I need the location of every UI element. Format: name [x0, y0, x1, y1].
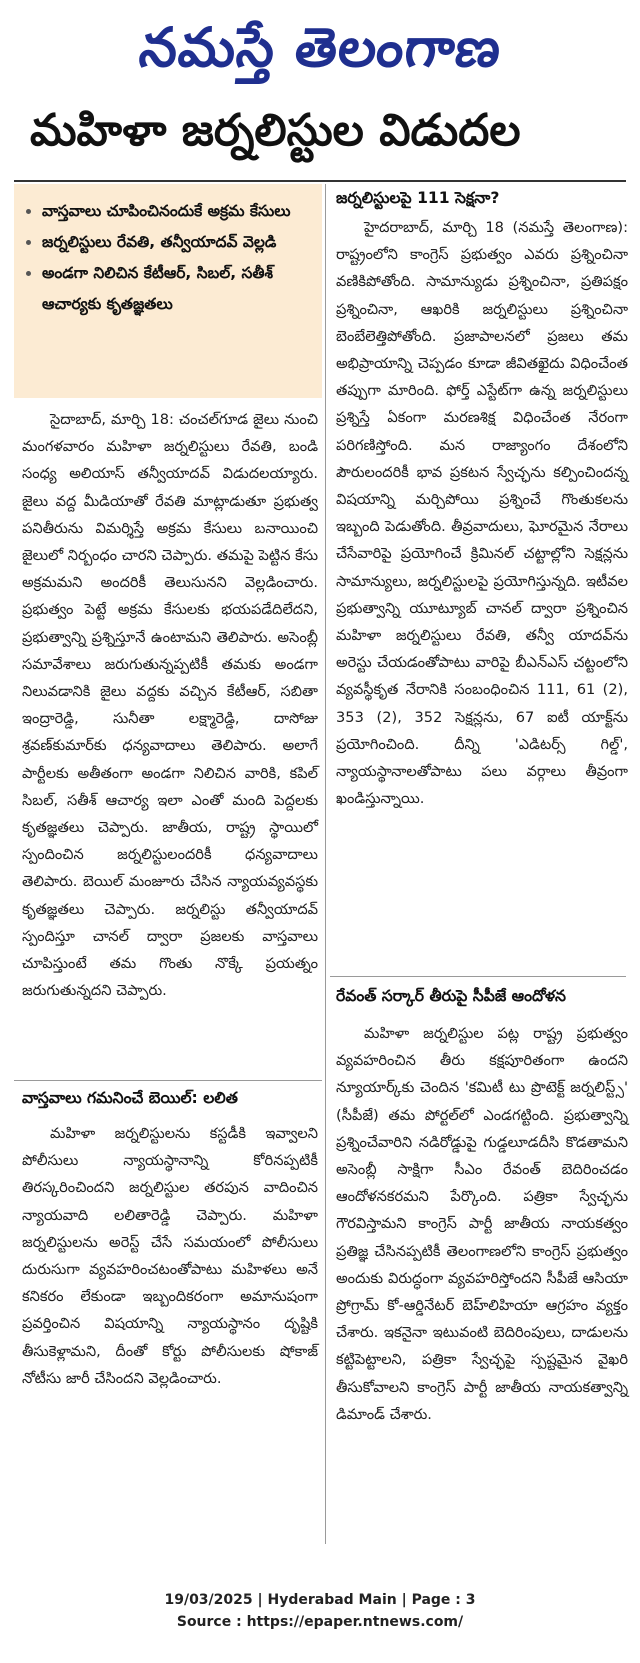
highlight-item: • జర్నలిస్టులు రేవతి, తన్వీయాదవ్ వెల్లడి: [42, 227, 312, 258]
bail-story: [22, 1120, 318, 1392]
cpj-story-text: మహిళా జర్నలిస్టుల పట్ల రాష్ట్ర ప్రభుత్వం వ్యవహరించిన తీరు కక్షపూరితంగా ఉందని న్యూయార్క్‌కు చెందిన 'కమిటీ టు ప్రొటెక్ట్ జర్నలిస్ట్స్' (సీపీజే) తమ పోర్టల్‌లో ఎండగట్టింది. ప్రభుత్వాన్ని ప్రశ్నించేవారిని నడిరోడ్డుపై గుడ్డలూడదీసి కొడతామని అసెంబ్లీ సాక్షిగా సీఎం రేవంత్ బెదిరించడం ఆందోళనకరమని పేర్కొంది. పత్రికా స్వేచ్ఛను గౌరవిస్తామని కాంగ్రెస్ పార్టీ జాతీయ నాయకత్వం ప్రతిజ్ఞ చేసినప్పటికీ తెలంగాణలోని కాంగ్రెస్ ప్రభుత్వం అందుకు విరుద్ధంగా వ్యవహరిస్తోందని సీపీజే ఆసియా ప్రోగ్రామ్ కో-ఆర్డినేటర్ బెహ్‌లిహియా ఆగ్రహం వ్యక్తం చేశారు. ఇకనైనా ఇటువంటి బెదిరింపులు, దాడులను కట్టిపెట్టాలని, పత్రికా స్వేచ్ఛపై స్పష్టమైన వైఖరి తీసుకోవాలని కాంగ్రెస్ పార్టీ జాతీయ నాయకత్వాన్ని డిమాండ్ చేశారు.: [336, 1025, 628, 1423]
bail-subhead: వాస్తవాలు గమనించే బెయిల్: లలిత: [22, 1089, 238, 1107]
masthead: [0, 14, 640, 94]
footer-source: Source : https://epaper.ntnews.com/: [176, 1614, 464, 1630]
footer-edition: 19/03/2025 | Hyderabad Main | Page : 3: [164, 1592, 476, 1608]
highlights-list: [24, 196, 312, 320]
column-divider: [325, 184, 326, 1544]
section-story-text: హైదరాబాద్, మార్చి 18 (నమస్తే తెలంగాణ): రాష్ట్రంలోని కాంగ్రెస్ ప్రభుత్వం ఎవరు ప్రశ్నించినా వణికిపోతోంది. సామాన్యుడు ప్రశ్నించినా, ప్రతిపక్షం ప్రశ్నించినా, ఆఖరికి జర్నలిస్టులు ప్రశ్నించినా బెంబేలెత్తిపోతోంది. ప్రజాపాలనలో ప్రజలు తమ అభిప్రాయాన్ని చెప్పడం కూడా జీవితఖైదు విధించేంత తప్పుగా మారింది. ఫోర్త్ ఎస్టేట్‌గా ఉన్న జర్నలిస్టులు ప్రశ్నిస్తే ఏకంగా మరణశిక్ష విధించేంత నేరంగా పరిగణిస్తోంది. మన రాజ్యాంగం దేశంలోని పౌరులందరికీ భావ ప్రకటన స్వేచ్ఛను కల్పించిందన్న విషయాన్ని మర్చిపోయి ప్రశ్నించే గొంతుకలను ఇబ్బంది పెడుతోంది. తీవ్రవాదులు, ఘోరమైన నేరాలు చేసేవారిపై ప్రయోగించే క్రిమినల్ చట్టాల్లోని సెక్షన్లను సామాన్యులు, జర్నలిస్టులపై ప్రయోగిస్తున్నది. ఇటీవల ప్రభుత్వాన్ని యూట్యూబ్ చానల్ ద్వారా ప్రశ్నించిన మహిళా జర్నలిస్టులు రేవతి, తన్వీ యాదవ్‌ను అరెస్టు చేయడంతోపాటు వారిపై బీఎన్‌ఎస్ చట్టంలోని వ్యవస్థీకృత నేరానికి సంబంధించిన 111, 61 (2), 353 (2), 352 సెక్షన్లను, 67 ఐటీ యాక్ట్‌ను ప్రయోగించింది. దీన్ని 'ఎడిటర్స్ గిల్డ్', న్యాయస్థానాలతోపాటు పలు వర్గాలు తీవ్రంగా ఖండిస్తున్నాయి.: [336, 219, 628, 808]
highlight-item: • అండగా నిలిచిన కేటీఆర్, సిబల్, సతీశ్ ఆచార్యకు కృతజ్ఞతలు: [42, 258, 312, 320]
cpj-subhead: రేవంత్ సర్కార్ తీరుపై సీపీజే ఆందోళన: [336, 987, 567, 1005]
section-story: [336, 214, 628, 812]
main-story-text: సైదాబాద్, మార్చి 18: చంచల్‌గూడ జైలు నుంచి మంగళవారం మహిళా జర్నలిస్టులు రేవతి, బండి సంధ్య అలియాస్ తన్వీయాదవ్ విడుదలయ్యారు. జైలు వద్ద మీడియాతో రేవతి మాట్లాడుతూ ప్రభుత్వ పనితీరును విమర్శిస్తే అక్రమ కేసులు బనాయించి జైలులో నిర్బంధం చారని చెప్పారు. తమపై పెట్టిన కేసు అక్రమమని అందరికీ తెలుసునని వెల్లడించారు. ప్రభుత్వం పెట్టే అక్రమ కేసులకు భయపడేదిలేదని, ప్రభుత్వాన్ని ప్రశ్నిస్తూనే ఉంటామని తెలిపారు. అసెంబ్లీ సమావేశాలు జరుగుతున్నప్పటికీ తమకు అండగా నిలువడానికి జైలు వద్దకు వచ్చిన కేటీఆర్, సబితా ఇంద్రారెడ్డి, సునీతా లక్ష్మారెడ్డి, దాసోజు శ్రవణ్‌కుమార్‌కు ధన్యవాదాలు తెలిపారు. అలాగే పార్టీలకు అతీతంగా అండగా నిలిచిన వారికి, కపిల్ సిబల్, సతీశ్ ఆచార్య ఇలా ఎంతో మంది పెద్దలకు కృతజ్ఞతలు చెప్పారు. జాతీయ, రాష్ట్ర స్థాయిలో స్పందించిన జర్నలిస్టులందరికీ ధన్యవాదాలు తెలిపారు. బెయిల్ మంజూరు చేసిన న్యాయవ్యవస్థకు కృతజ్ఞతలు చెప్పారు. జర్నలిస్టు తన్వీయాదవ్ స్పందిస్తూ చానల్ ద్వారా ప్రజలకు వాస్తవాలు చూపిస్తుంటే తమ గొంతు నొక్కే ప్రయత్నం జరుగుతున్నదని చెప్పారు.: [22, 411, 318, 1000]
right-divider: [330, 976, 626, 977]
left-divider: [14, 1080, 322, 1081]
masthead-title: నమస్తే తెలంగాణ: [136, 15, 505, 79]
highlight-item: • వాస్తవాలు చూపించినందుకే అక్రమ కేసులు: [42, 196, 312, 227]
section-subhead: జర్నలిస్టులపై 111 సెక్షనా?: [336, 189, 500, 207]
cpj-story: [336, 1020, 628, 1428]
headline-text: మహిళా జర్నలిస్టుల విడుదల: [30, 105, 521, 156]
highlights-box: [14, 184, 322, 398]
headline: [30, 96, 620, 176]
bail-story-text: మహిళా జర్నలిస్టులను కస్టడీకి ఇవ్వాలని పోలీసులు న్యాయస్థానాన్ని కోరినప్పటికీ తిరస్కరించిందని జర్నలిస్టుల తరపున వాదించిన న్యాయవాది లలితారెడ్డి చెప్పారు. మహిళా జర్నలిస్టులను అరెస్ట్ చేసే సమయంలో పోలీసులు దురుసుగా వ్యవహరించటంతోపాటు మహిళలు అనే కనికరం లేకుండా ఇబ్బందికరంగా అమానుషంగా ప్రవర్తించిన విషయాన్ని న్యాయస్థానం దృష్టికి తీసుకెళ్లామని, దీంతో కోర్టు పోలీసులకు షోకాజ్ నోటీసు జారీ చేసిందని వెల్లడించారు.: [22, 1125, 318, 1387]
main-story: [22, 406, 318, 1004]
headline-rule: [14, 180, 626, 182]
